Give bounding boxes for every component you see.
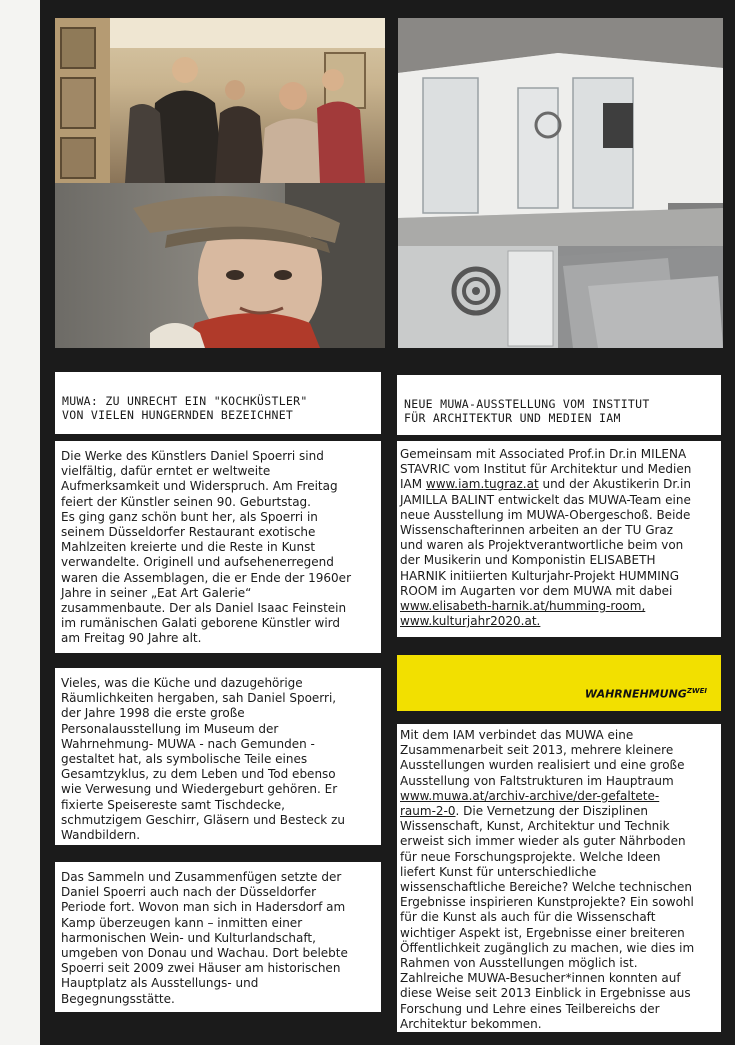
text-line: ROOM im Augarten vor dem MUWA mit dabei xyxy=(400,583,673,598)
text-line: neue Ausstellung im MUWA-Obergeschoß. Beide xyxy=(400,507,691,522)
text-line: der Musikerin und Komponistin ELISABETH xyxy=(400,553,656,568)
text-line: Ergebnisse inspirieren Kunstprojekte? Ein sowohl xyxy=(400,895,694,910)
text-line: harmonischen Wein- und Kulturlandschaft, xyxy=(61,930,316,945)
text-fragment: . Die Vernetzung der Disziplinen xyxy=(455,804,649,819)
text-line: verwandelte. Originell und aufsehenerregend xyxy=(61,555,334,570)
text-line: fixierte Speisereste samt Tischdecke, xyxy=(61,797,285,812)
text-line: Ausstellungen wurden realisiert und eine große xyxy=(400,758,685,773)
text-line: Wissenschafterinnen arbeiten an der TU Graz xyxy=(400,523,674,538)
text-line: Spoerri seit 2009 zwei Häuser am historischen xyxy=(61,961,341,976)
text-line: für neue Forschungsprojekte. Welche Ideen xyxy=(400,849,661,864)
text-line: gestaltet hat, als symbolische Teile eines xyxy=(61,752,308,767)
text-line: schmutzigem Geschirr, Gläsern und Besteck zu xyxy=(61,812,345,827)
text-line: wie Verwesung und Wiedergeburt gehören. Er xyxy=(61,782,338,797)
text-line: liefert Kunst für unterschiedliche xyxy=(400,864,597,879)
left-headline-card xyxy=(55,372,381,434)
text-line: und waren als Projektverantwortliche beim von xyxy=(400,538,684,553)
text-line: Das Sammeln und Zusammenfügen setzte der xyxy=(61,870,342,884)
text-line xyxy=(400,804,717,819)
text-line: Gesamtzyklus, zu dem Leben und Tod ebenso xyxy=(61,767,336,782)
text-line: Jahre in seiner „Eat Art Galerie“ xyxy=(61,585,252,600)
text-line: Zahlreiche MUWA-Besucher*innen konnten auf xyxy=(400,971,681,986)
banner-sup: ZWEI xyxy=(686,687,707,695)
artist-portrait-photo xyxy=(55,183,385,348)
iam-link[interactable]: www.iam.tugraz.at xyxy=(425,477,539,492)
text-line: wissenschaftliche Bereiche? Welche technischen xyxy=(400,880,692,895)
text-line xyxy=(400,477,717,492)
text-line: Begegnungsstätte. xyxy=(61,991,175,1006)
text-line: Periode fort. Wovon man sich in Hadersdorf am xyxy=(61,900,346,915)
left-headline-line-1: MUWA: ZU UNRECHT EIN "KOCHKÜSTLER" xyxy=(62,394,308,408)
text-line: Wissenschaft, Kunst, Architektur und Technik xyxy=(400,819,670,834)
left-text-card-3 xyxy=(55,862,381,1012)
text-fragment: IAM xyxy=(400,477,426,492)
text-line: Hauptplatz als Ausstellungs- und xyxy=(61,976,259,991)
text-line: Personalausstellung im Museum der xyxy=(61,721,279,736)
text-line: Architektur bekommen. xyxy=(400,1016,542,1031)
gallery-crowd-photo xyxy=(55,18,385,183)
text-line: diese Weise seit 2013 Einblick in Ergebnisse aus xyxy=(400,986,691,1001)
text-line: seinem Düsseldorfer Restaurant exotische xyxy=(61,525,316,540)
kulturjahr-link[interactable]: www.kulturjahr2020.at. xyxy=(400,614,541,629)
text-line: der Jahre 1998 die erste große xyxy=(61,706,245,721)
wahrnehmung-logo xyxy=(585,687,707,701)
text-line: Gemeinsam mit Associated Prof.in Dr.in MILENA xyxy=(400,447,687,461)
text-line: wichtiger Aspekt ist, Ergebnisse einer breiteren xyxy=(400,925,685,940)
text-line: Kamp überzeugen kann – inmitten einer xyxy=(61,915,303,930)
right-headline-line-1: NEUE MUWA-AUSSTELLUNG VOM INSTITUT xyxy=(404,397,650,411)
text-line: Mit dem IAM verbindet das MUWA eine xyxy=(400,728,634,742)
text-line: STAVRIC vom Institut für Architektur und Medien xyxy=(400,462,692,477)
felt-panels-photo xyxy=(558,246,723,348)
text-line: im rumänischen Galati geborene Künstler wird xyxy=(61,616,341,631)
text-line: umgeben von Donau und Wachau. Dort belebte xyxy=(61,946,348,961)
text-line: Forschung und Lehre eines Teilbereichs der xyxy=(400,1001,660,1016)
text-fragment: und der Akustikerin Dr.in xyxy=(538,477,691,492)
text-line: Die Werke des Künstlers Daniel Spoerri sind xyxy=(61,449,324,463)
text-line: Daniel Spoerri auch nach der Düsseldorfer xyxy=(61,885,317,900)
text-line: zusammenbaute. Der als Daniel Isaac Feinstein xyxy=(61,601,347,616)
muwa-archive-link-cont[interactable]: raum-2-0 xyxy=(400,804,456,819)
right-headline-line-2: FÜR ARCHITEKTUR UND MEDIEN IAM xyxy=(404,411,621,425)
text-line: Räumlichkeiten hergaben, sah Daniel Spoerri, xyxy=(61,691,337,706)
exhibition-room-photo xyxy=(398,18,723,246)
text-line: feiert der Künstler seinen 90. Geburtstag. xyxy=(61,494,311,509)
humming-room-link[interactable]: www.elisabeth-harnik.at/humming-room, xyxy=(400,599,646,614)
left-headline-line-2: VON VIELEN HUNGERNDEN BEZEICHNET xyxy=(62,408,294,422)
text-line: Aufmerksamkeit und Widerspruch. Am Freitag xyxy=(61,479,338,494)
muwa-archive-link[interactable]: www.muwa.at/archiv-archive/der-gefaltete- xyxy=(400,788,660,803)
text-line: Mahlzeiten kreierte und die Reste in Kunst xyxy=(61,540,316,555)
text-line: HARNIK initiierten Kulturjahr-Projekt HUMMING xyxy=(400,568,680,583)
text-line: Wahrnehmung- MUWA - nach Gemunden - xyxy=(61,736,315,751)
spiral-detail-photo xyxy=(398,246,558,348)
text-line xyxy=(400,789,717,804)
text-line: Öffentlichkeit zugänglich zu machen, wie dies im xyxy=(400,940,695,955)
text-line: Wandbildern. xyxy=(61,828,141,843)
text-line: Ausstellung von Faltstrukturen im Hauptraum xyxy=(400,773,674,788)
banner-word: WAHRNEHMUNG xyxy=(584,687,687,701)
text-line: waren die Assemblagen, die er Ende der 1960er xyxy=(61,570,351,585)
text-line: Rahmen von Ausstellungen möglich ist. xyxy=(400,956,638,971)
text-line: Zusammenarbeit seit 2013, mehrere kleinere xyxy=(400,743,674,758)
left-text-card-1 xyxy=(55,441,381,653)
text-line: JAMILLA BALINT entwickelt das MUWA-Team eine xyxy=(400,492,691,507)
text-line: am Freitag 90 Jahre alt. xyxy=(61,631,202,646)
text-line: erweist sich immer wieder als guter Nährboden xyxy=(400,834,686,849)
right-text-card-2 xyxy=(397,724,721,1032)
right-text-card-1 xyxy=(397,441,721,637)
text-line: vielfältig, dafür erntet er weltweite xyxy=(61,464,271,479)
right-headline-card xyxy=(397,375,721,435)
text-line: Vieles, was die Küche und dazugehörige xyxy=(61,676,303,690)
text-line xyxy=(400,599,717,614)
text-line: Es ging ganz schön bunt her, als Spoerri in xyxy=(61,509,318,524)
left-text-card-2 xyxy=(55,668,381,845)
text-line xyxy=(400,614,717,629)
text-line: für die Kunst als auch für die Wissenschaft xyxy=(400,910,656,925)
wahrnehmung-banner xyxy=(397,655,721,711)
